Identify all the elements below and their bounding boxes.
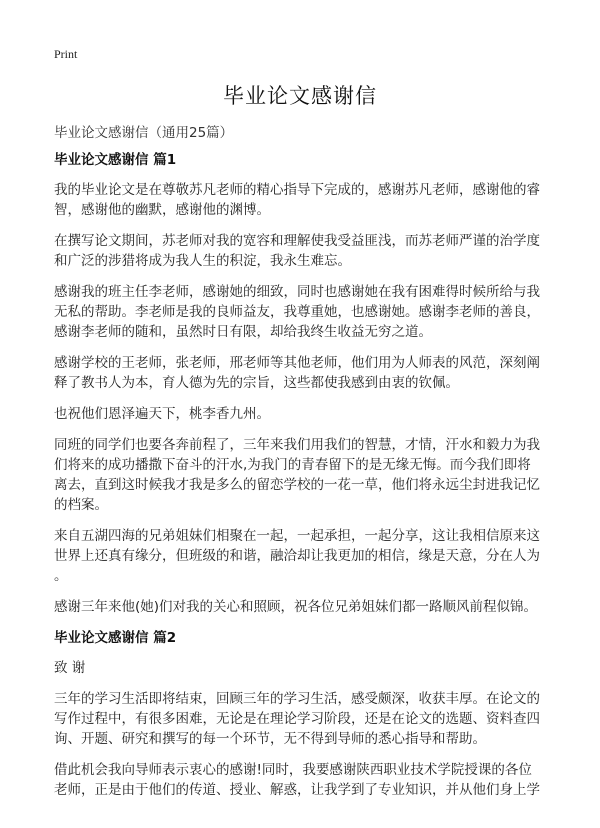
paragraph — [54, 180, 574, 220]
paragraph — [54, 353, 574, 393]
text-line: 也祝他们恩泽遍天下，桃李香九州。 — [54, 406, 270, 422]
text-line: 在撰写论文期间，苏老师对我的宽容和理解使我受益匪浅，而苏老师严谨的治学度 — [54, 233, 540, 249]
text-line: 感谢李老师的随和，虽然时日有限，却给我终生收益无穷之道。 — [54, 324, 432, 340]
paragraph — [54, 526, 574, 586]
text-line: 感谢学校的王老师，张老师，邢老师等其他老师，他们用为人师表的风范，深刻阐 — [54, 355, 540, 371]
paragraph — [54, 404, 574, 424]
text-line: 致 谢 — [54, 660, 86, 676]
paragraph — [54, 689, 574, 749]
text-line: 三年的学习生活即将结束，回顾三年的学习生活，感受颇深，收获丰厚。在论文的 — [54, 691, 540, 707]
text-line: 智，感谢他的幽默，感谢他的渊博。 — [54, 202, 270, 218]
print-label[interactable]: Print — [54, 47, 78, 61]
text-line: 和广泛的涉猎将成为我人生的积淀，我永生难忘。 — [54, 253, 351, 269]
text-line: 。 — [54, 568, 68, 584]
text-line: 同班的同学们也要各奔前程了，三年来我们用我们的智慧，才情，汗水和毅力为我 — [54, 437, 540, 453]
paragraph — [54, 658, 574, 678]
text-line: 写作过程中，有很多困难，无论是在理论学习阶段，还是在论文的选题、资料查四 — [54, 711, 540, 727]
paragraph — [54, 597, 574, 617]
section-heading-1: 毕业论文感谢信 篇1 — [54, 152, 177, 168]
text-line: 们将来的成功播撒下奋斗的汗水,为我门的青春留下的是无缘无悔。而今我们即将 — [54, 457, 531, 473]
paragraph — [54, 282, 574, 342]
text-line: 询、开题、研究和撰写的每一个环节，无不得到导师的悉心指导和帮助。 — [54, 731, 486, 747]
text-line: 老师，正是由于他们的传道、授业、解惑，让我学到了专业知识，并从他们身上学 — [54, 782, 540, 798]
page-title: 毕业论文感谢信 — [223, 84, 377, 108]
document-body — [54, 150, 574, 811]
paragraph — [54, 760, 574, 800]
text-line: 感谢我的班主任李老师，感谢她的细致，同时也感谢她在我有困难得时候所给与我 — [54, 284, 540, 300]
section-heading-2: 毕业论文感谢信 篇2 — [54, 630, 177, 646]
text-line: 释了教书人为本，育人德为先的宗旨，这些都使我感到由衷的钦佩。 — [54, 375, 459, 391]
text-line: 无私的帮助。李老师是我的良师益友，我尊重她，也感谢她。感谢李老师的善良， — [54, 304, 540, 320]
text-line: 离去，直到这时候我才我是多么的留恋学校的一花一草，他们将永远尘封进我记忆 — [54, 477, 540, 493]
text-line: 来自五湖四海的兄弟姐妹们相聚在一起，一起承担，一起分享，这让我相信原来这 — [54, 528, 540, 544]
paragraph — [54, 435, 574, 515]
document-subtitle: 毕业论文感谢信（通用25篇） — [54, 125, 234, 141]
text-line: 世界上还真有缘分，但班级的和谐，融洽却让我更加的相信，缘是天意，分在人为 — [54, 548, 540, 564]
text-line: 的档案。 — [54, 497, 108, 513]
text-line: 借此机会我向导师表示衷心的感谢!同时，我要感谢陕西职业技术学院授课的各位 — [54, 762, 532, 778]
text-line: 感谢三年来他(她)们对我的关心和照顾，祝各位兄弟姐妹们都一路顺风前程似锦。 — [54, 599, 538, 615]
text-line: 我的毕业论文是在尊敬苏凡老师的精心指导下完成的，感谢苏凡老师，感谢他的睿 — [54, 182, 540, 198]
paragraph — [54, 231, 574, 271]
